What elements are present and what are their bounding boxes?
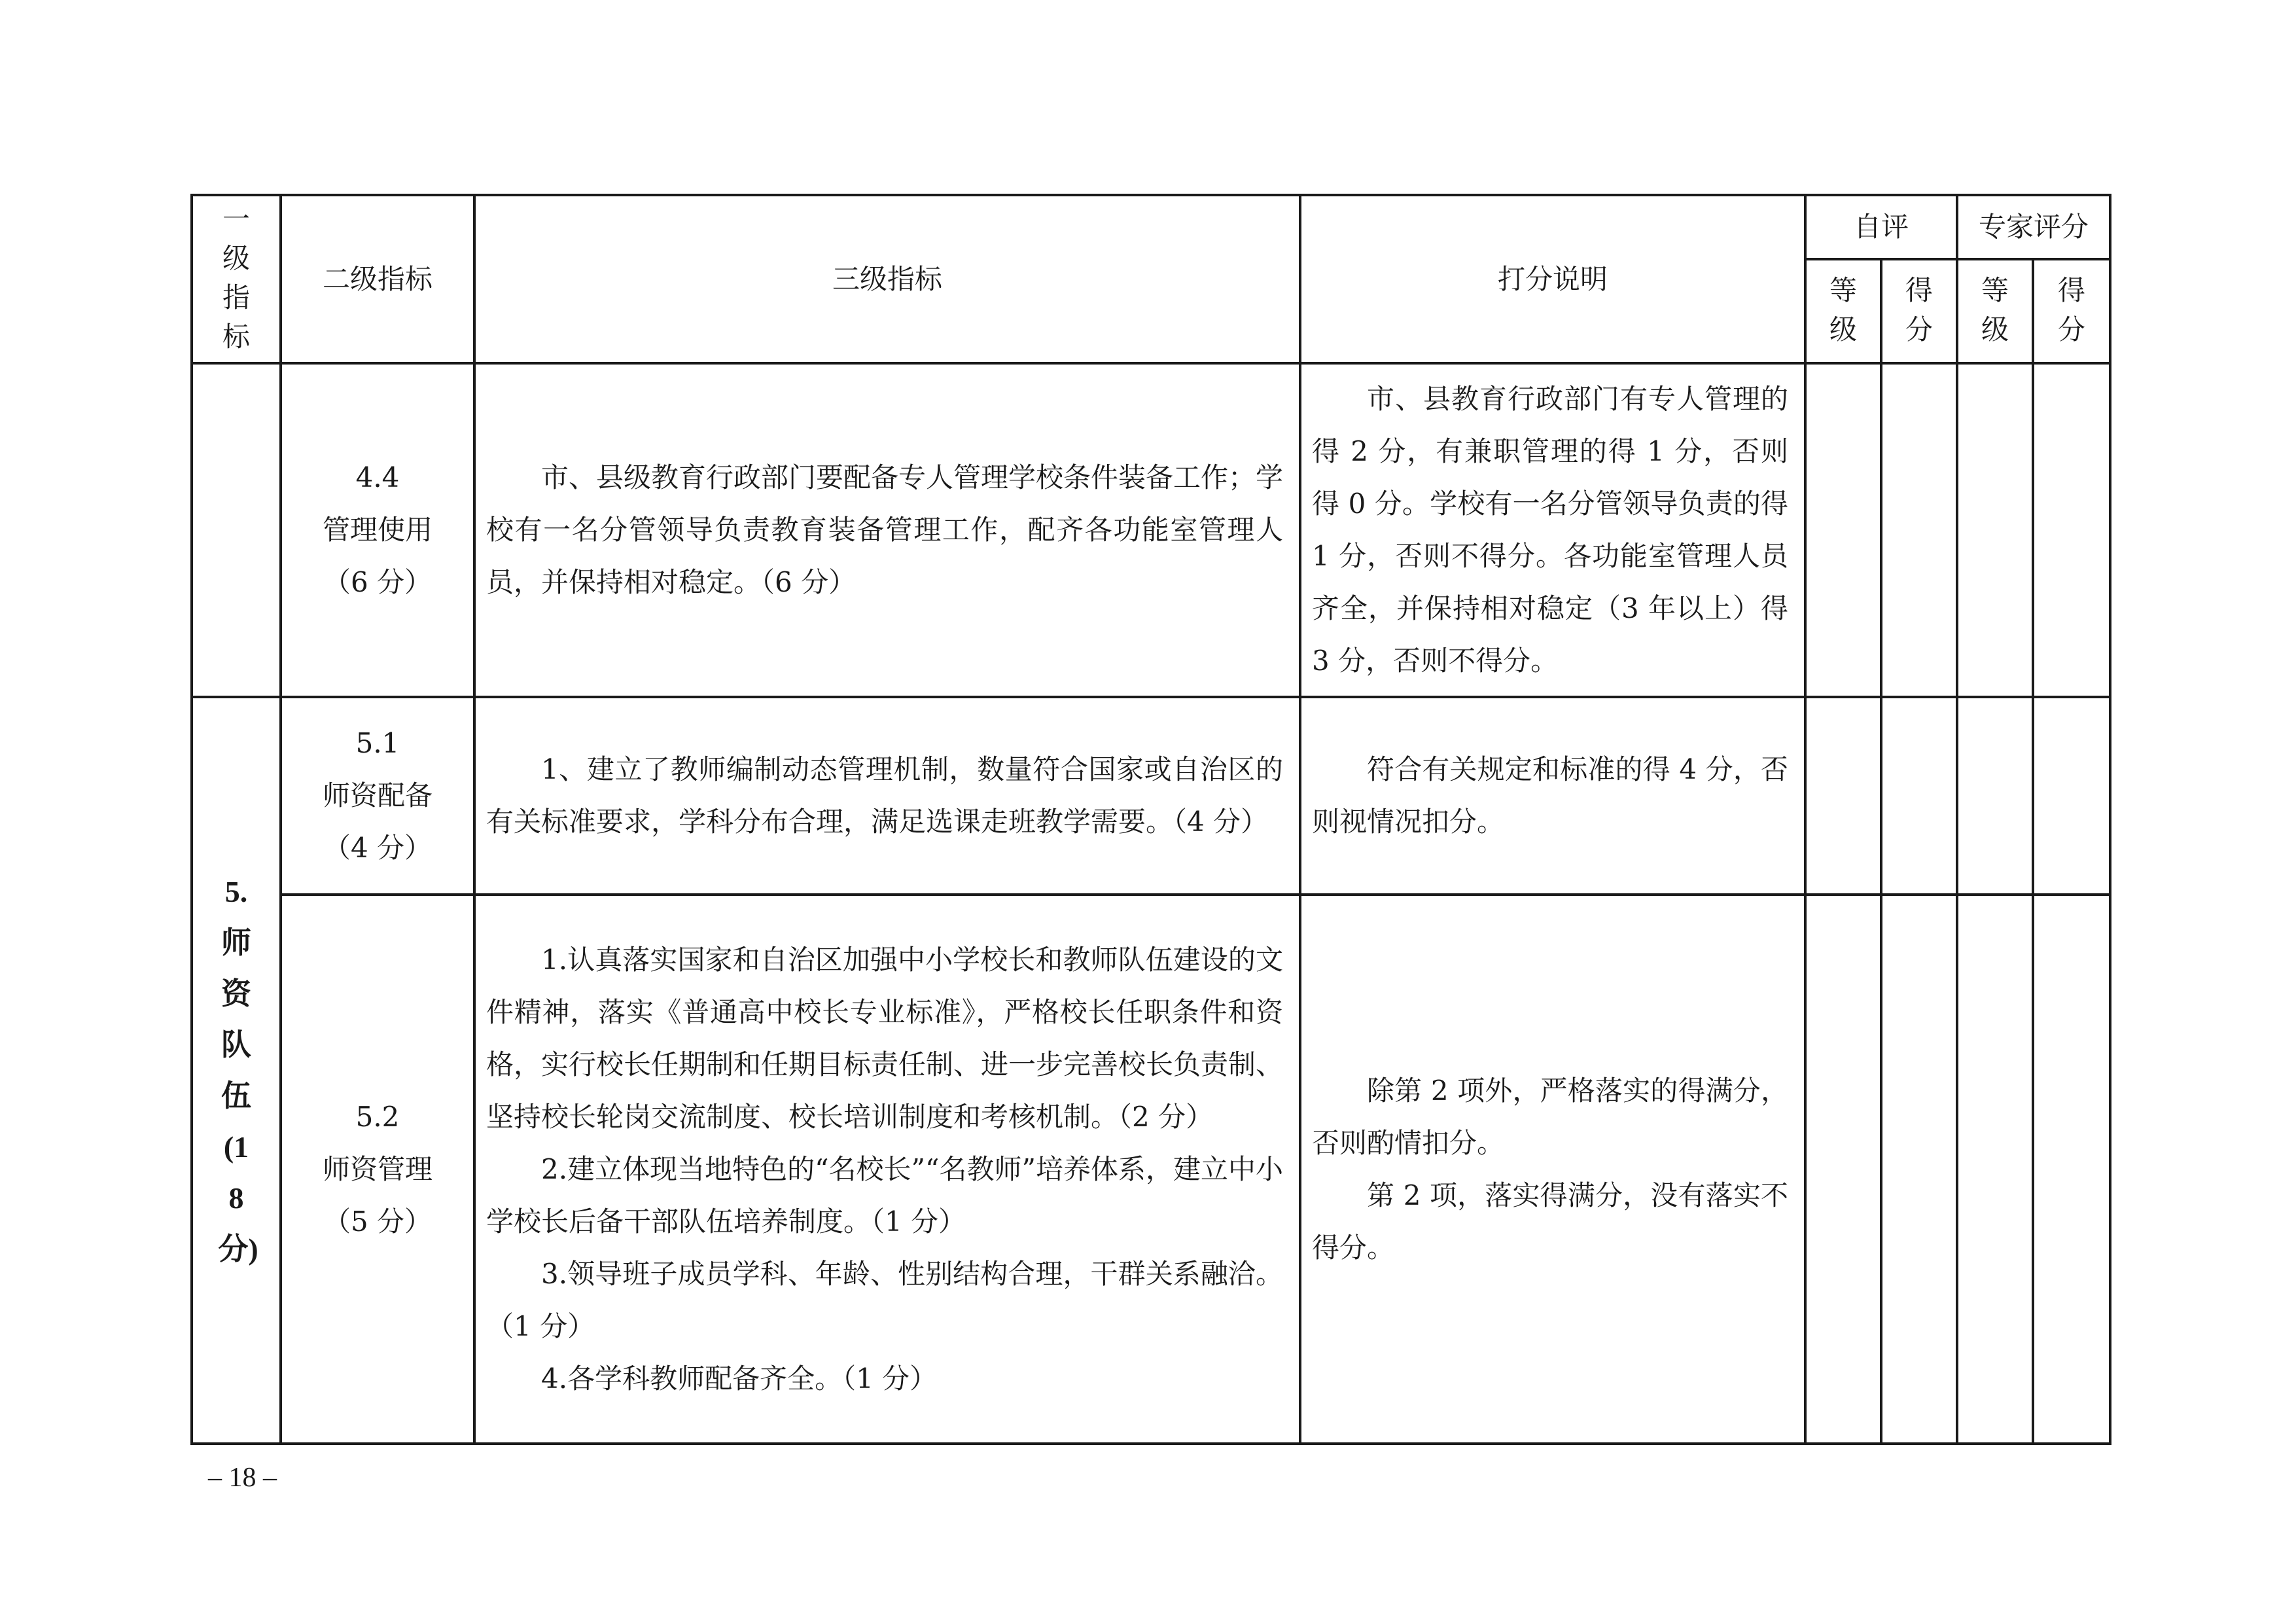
expert-grade-cell: [1957, 895, 2033, 1444]
row-scoring-cell: [1300, 697, 1805, 895]
row-level3-cell: [474, 895, 1300, 1444]
expert-score-cell: [2033, 363, 2110, 697]
expert-grade-cell: [1957, 697, 2033, 895]
level3-item: 1.认真落实国家和自治区加强中小学校长和教师队伍建设的文件精神，落实《普通高中校长专业标准》，严格校长任职条件和资格，实行校长任期制和任期目标责任制、进一步完善校长负责制、坚持校长轮岗交流制度、校长培训制度和考核机制。（2 分）: [486, 943, 1284, 1133]
row-level2-cell: [281, 895, 474, 1444]
level2-code: 4.4: [355, 461, 400, 493]
level3-item: 4.各学科教师配备齐全。（1 分）: [541, 1362, 938, 1395]
level2-name: 师资配备: [322, 779, 433, 812]
level2-points: （4 分）: [323, 832, 433, 864]
header-level1: 一级指标: [192, 195, 281, 363]
self-score-cell: [1881, 895, 1957, 1444]
page-number: – 18 –: [208, 1463, 277, 1493]
level2-name: 师资管理: [322, 1152, 433, 1185]
level3-item: 2.建立体现当地特色的“名校长”“名教师”培养体系，建立中小学校长后备干部队伍培养制度。（1 分）: [486, 1152, 1283, 1238]
evaluation-table-container: [190, 194, 2109, 1444]
level3-item: 市、县级教育行政部门要配备专人管理学校条件装备工作；学校有一名分管领导负责教育装备管理工作，配齐各功能室管理人员，并保持相对稳定。（6 分）: [486, 461, 1284, 598]
scoring-item: 除第 2 项外，严格落实的得满分，否则酌情扣分。: [1312, 1074, 1788, 1159]
self-score-cell: [1881, 697, 1957, 895]
self-grade-cell: [1805, 363, 1881, 697]
row-level1-cell: [192, 363, 281, 697]
header-scoring-note: 打分说明: [1300, 195, 1805, 363]
row-level2-cell: [281, 363, 474, 697]
header-expert-grade: 等级: [1957, 259, 2033, 363]
header-row-top: [192, 195, 2110, 259]
header-expert-score: 得分: [2033, 259, 2110, 363]
header-self-eval: 自评: [1805, 195, 1957, 259]
table-row: [192, 697, 2110, 895]
header-expert-eval: 专家评分: [1957, 195, 2110, 259]
level2-points: （5 分）: [323, 1205, 433, 1238]
row-level3-cell: [474, 363, 1300, 697]
level3-item: 1、建立了教师编制动态管理机制，数量符合国家或自治区的有关标准要求，学科分布合理，满足选课走班教学需要。（4 分）: [486, 753, 1283, 838]
table-row: [192, 895, 2110, 1444]
scoring-item: 符合有关规定和标准的得 4 分，否则视情况扣分。: [1312, 753, 1788, 838]
row-level2-cell: [281, 697, 474, 895]
level1-teachers-cell: 5.师资队伍(18分): [192, 697, 281, 1444]
evaluation-table: [190, 194, 2111, 1445]
self-score-cell: [1881, 363, 1957, 697]
level2-name: 管理使用: [322, 514, 433, 546]
level2-code: 5.2: [355, 1100, 400, 1133]
level3-item: 3.领导班子成员学科、年龄、性别结构合理，干群关系融洽。（1 分）: [486, 1257, 1283, 1342]
self-grade-cell: [1805, 895, 1881, 1444]
header-self-score: 得分: [1881, 259, 1957, 363]
expert-score-cell: [2033, 895, 2110, 1444]
row-scoring-cell: [1300, 363, 1805, 697]
row-scoring-cell: [1300, 895, 1805, 1444]
expert-grade-cell: [1957, 363, 2033, 697]
level2-code: 5.1: [355, 727, 400, 759]
scoring-item: 第 2 项，落实得满分，没有落实不得分。: [1312, 1179, 1788, 1264]
table-row: [192, 363, 2110, 697]
header-self-grade: 等级: [1805, 259, 1881, 363]
header-level2: 二级指标: [281, 195, 474, 363]
header-level3: 三级指标: [474, 195, 1300, 363]
row-level3-cell: [474, 697, 1300, 895]
scoring-item: 市、县教育行政部门有专人管理的得 2 分，有兼职管理的得 1 分，否则得 0 分。学校有一名分管领导负责的得 1 分，否则不得分。各功能室管理人员齐全，并保持相对稳定（3 年以上）得 3 分，否则不得分。: [1312, 383, 1788, 677]
expert-score-cell: [2033, 697, 2110, 895]
self-grade-cell: [1805, 697, 1881, 895]
level2-points: （6 分）: [323, 566, 433, 598]
